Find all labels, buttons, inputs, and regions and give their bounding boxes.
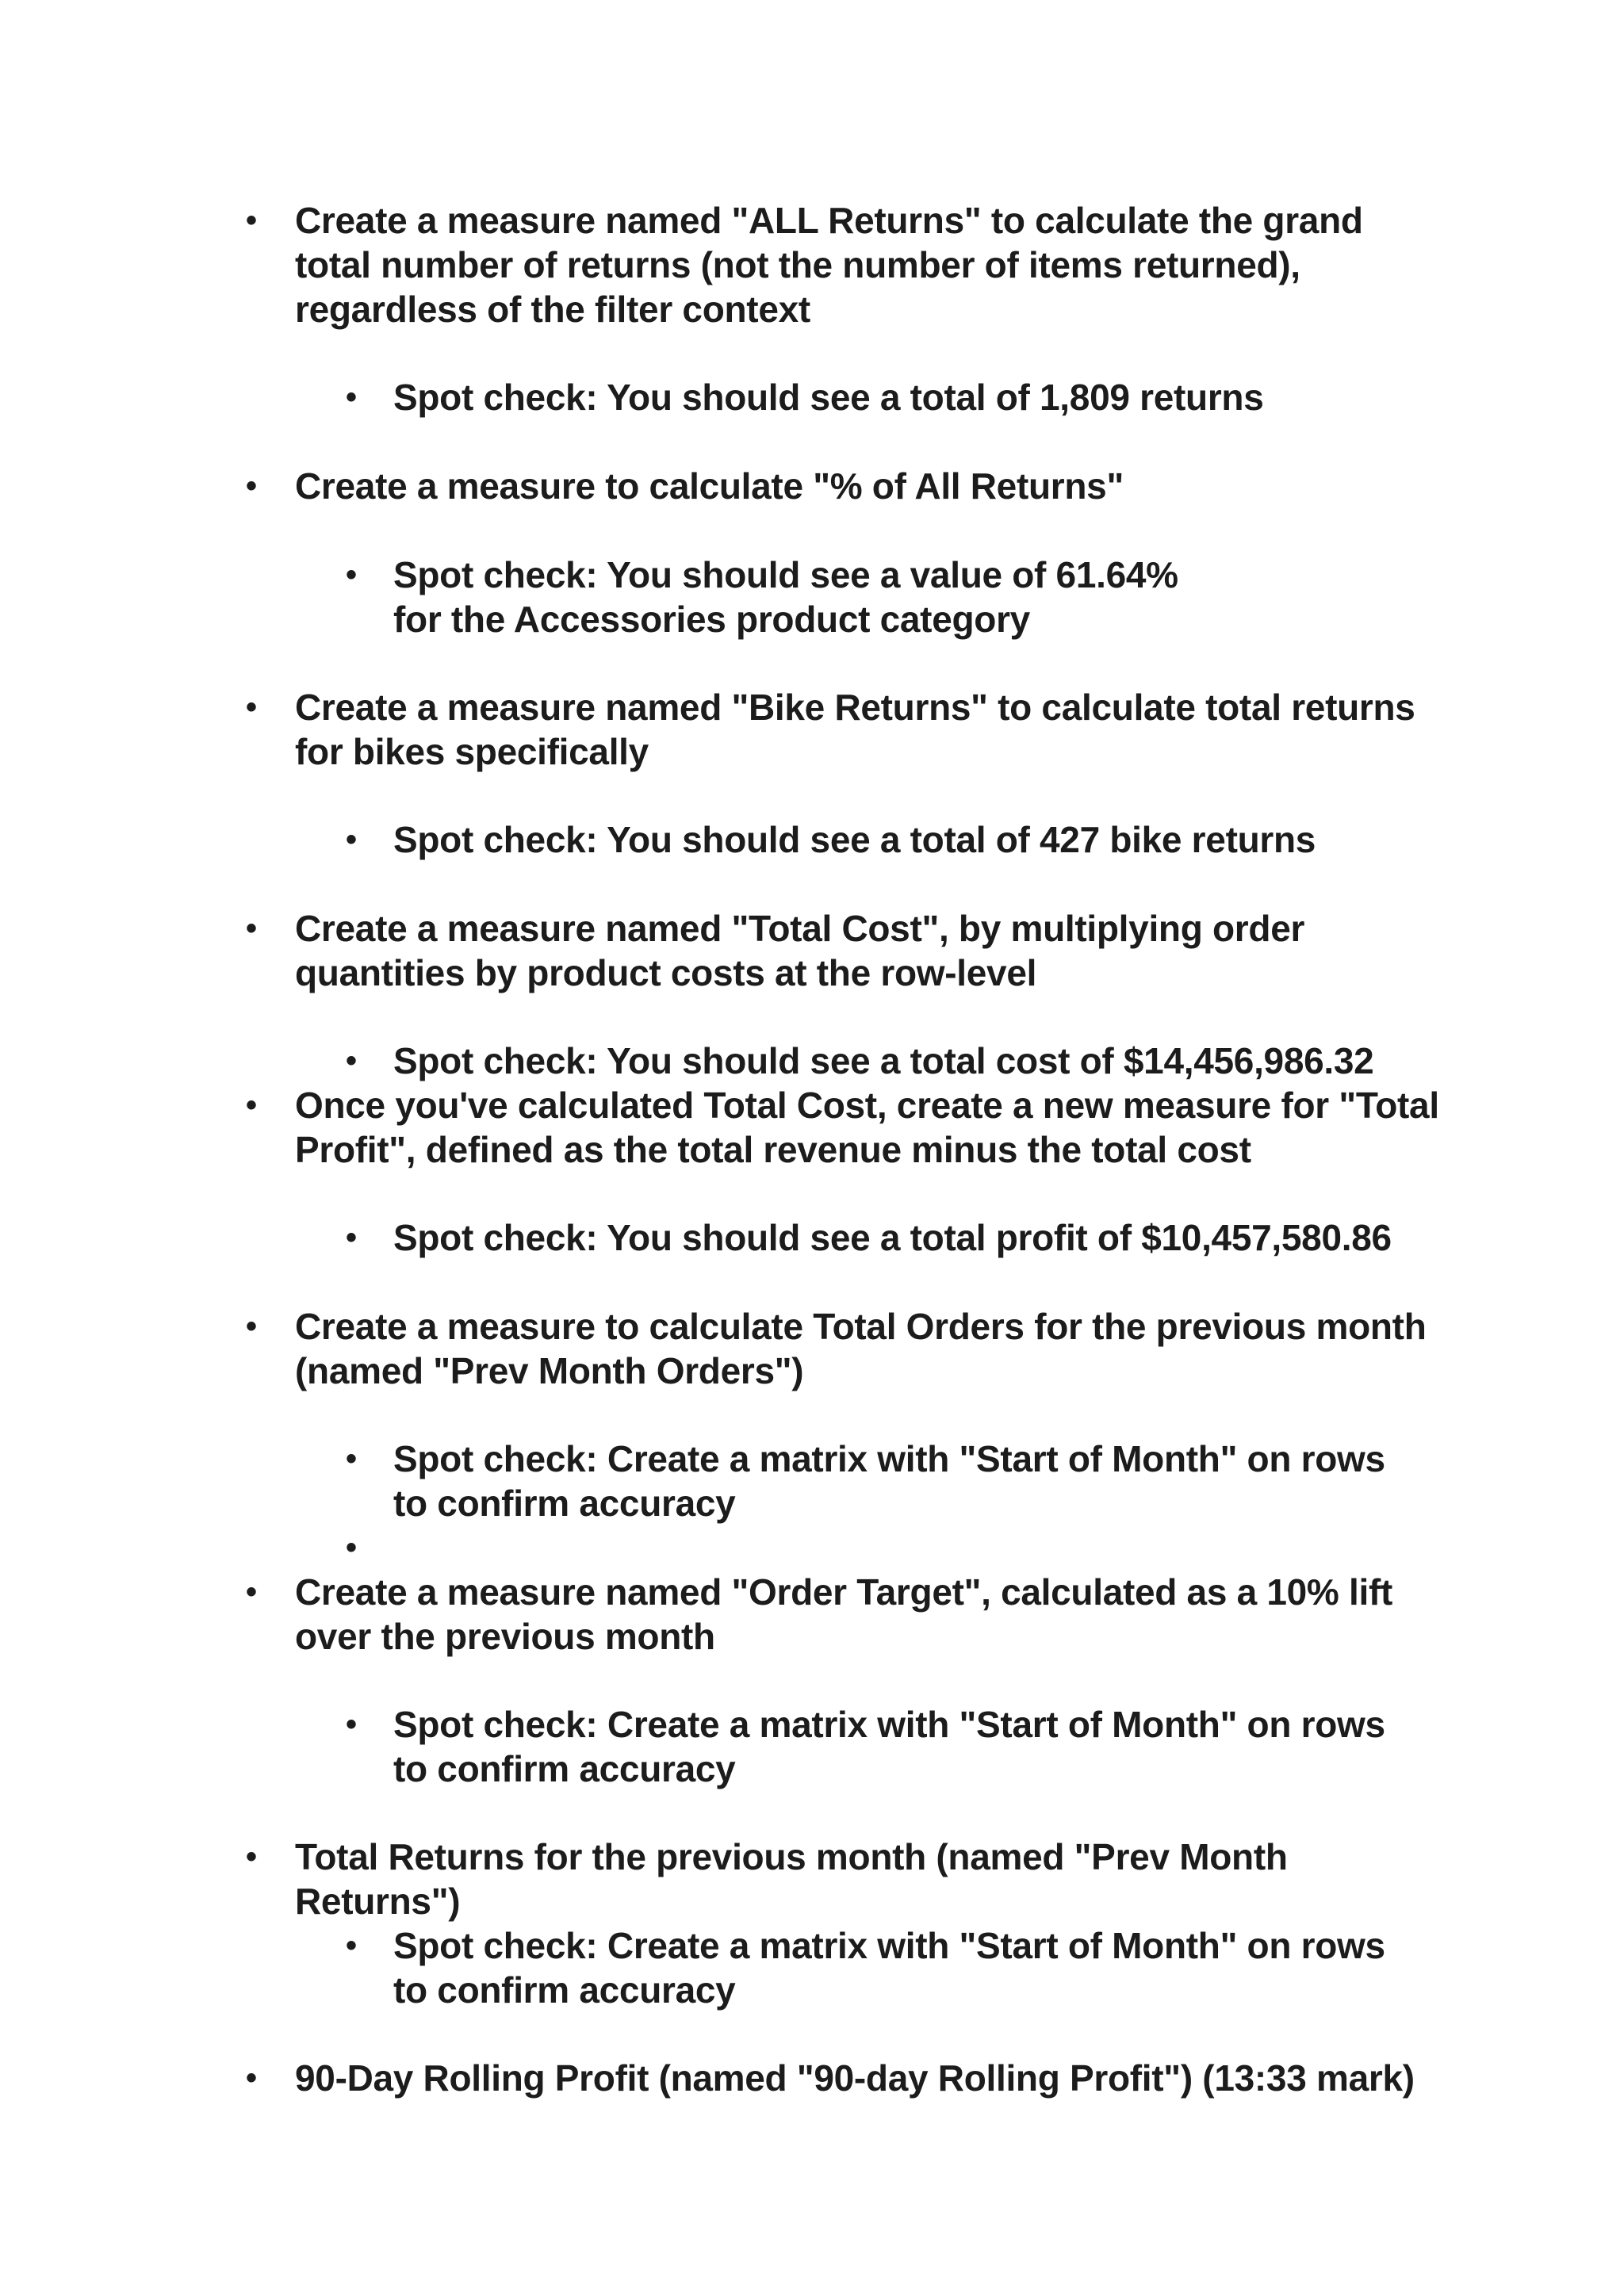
list-item-text: Spot check: You should see a total profit of $10,457,580.86 [393, 1217, 1392, 1258]
bullet-icon: • [346, 1441, 357, 1476]
bullet-icon: • [246, 911, 257, 946]
bullet-icon: • [346, 1928, 357, 1963]
list-item-text: Once you've calculated Total Cost, create a new measure for "Total Profit", defined as the total revenue minus the total cost [295, 1085, 1439, 1170]
list-item-text: Spot check: You should see a total of 1,809 returns [393, 377, 1264, 418]
bullet-icon: • [346, 380, 357, 415]
bullet-icon: • [346, 1530, 357, 1565]
list-item [246, 1570, 1445, 1659]
list-item [246, 198, 1445, 331]
list-item-text: Spot check: You should see a total of 427 bike returns [393, 819, 1316, 860]
list-item [346, 1215, 1424, 1260]
list-item [246, 1083, 1445, 1172]
list-item-text: Create a measure named "Bike Returns" to calculate total returns for bikes specifically [295, 687, 1415, 772]
list-item [246, 2056, 1445, 2100]
list-item [246, 464, 1445, 508]
bullet-icon: • [246, 203, 257, 238]
list-item-text: 90-Day Rolling Profit (named "90-day Rolling Profit") (13:33 mark) [295, 2057, 1415, 2099]
bullet-icon: • [246, 1839, 257, 1874]
list-item-text: Create a measure named "Order Target", calculated as a 10% lift over the previous month [295, 1571, 1393, 1657]
bullet-icon: • [346, 1043, 357, 1078]
bullet-icon: • [246, 1088, 257, 1123]
bullet-icon: • [346, 557, 357, 592]
list-item [246, 1835, 1445, 1923]
list-item [346, 1437, 1424, 1525]
bullet-icon: • [246, 690, 257, 725]
list-item-text: Create a measure to calculate Total Orders for the previous month (named "Prev Month Orders") [295, 1306, 1427, 1391]
bullet-icon: • [346, 1707, 357, 1742]
list-item-text: Total Returns for the previous month (named "Prev Month Returns") [295, 1836, 1288, 1922]
bullet-icon: • [246, 469, 257, 503]
list-item [346, 1039, 1424, 1083]
list-item [246, 906, 1326, 995]
bullet-icon: • [346, 822, 357, 857]
list-item-text: Spot check: Create a matrix with "Start of Month" on rows to confirm accuracy [393, 1438, 1385, 1524]
list-item-text: Create a measure named "Total Cost", by multiplying order quantities by product costs at the row-level [295, 908, 1305, 993]
bullet-icon: • [246, 1309, 257, 1344]
bullet-icon: • [246, 2061, 257, 2095]
list-item [346, 1702, 1424, 1791]
bullet-icon: • [246, 1575, 257, 1609]
list-item [346, 553, 1218, 641]
list-item-text: Spot check: Create a matrix with "Start of Month" on rows to confirm accuracy [393, 1704, 1385, 1789]
list-item-text: Create a measure to calculate "% of All Returns" [295, 465, 1124, 507]
list-item [346, 1923, 1424, 2012]
list-item [246, 1304, 1445, 1393]
list-item [246, 685, 1445, 774]
list-item-text: Create a measure named "ALL Returns" to calculate the grand total number of returns (not the number of items returned), regardless of the filter context [295, 200, 1363, 330]
list-item [346, 817, 1424, 862]
list-item-text: Spot check: You should see a total cost of $14,456,986.32 [393, 1040, 1374, 1081]
list-item [346, 375, 1424, 419]
bullet-icon: • [346, 1220, 357, 1255]
list-item-text: Spot check: You should see a value of 61.64% for the Accessories product category [393, 554, 1178, 640]
list-item-text: Spot check: Create a matrix with "Start of Month" on rows to confirm accuracy [393, 1925, 1385, 2011]
